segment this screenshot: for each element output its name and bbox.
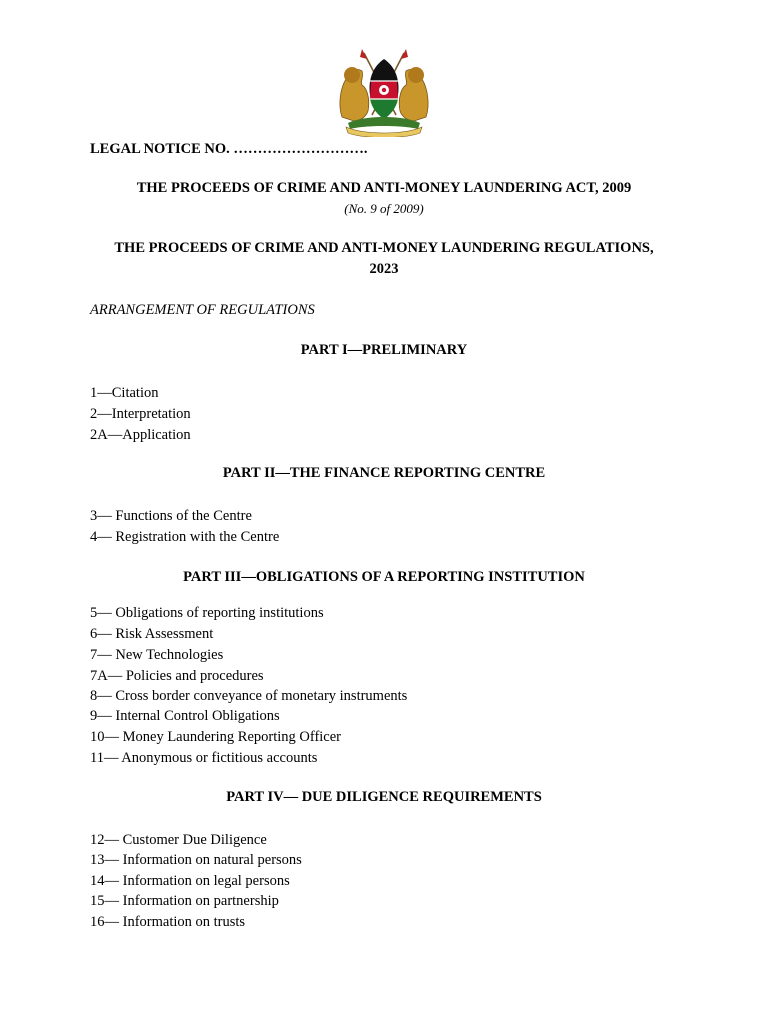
regulation-item: 1—Citation [90,385,159,401]
legal-notice-number: LEGAL NOTICE NO. ………………………. [90,141,368,157]
regulation-item: 7— New Technologies [90,647,224,663]
act-title: THE PROCEEDS OF CRIME AND ANTI-MONEY LAUNDERING ACT, 2009 [136,180,632,196]
regulation-item: 9— Internal Control Obligations [90,708,280,724]
arrangement-heading: ARRANGEMENT OF REGULATIONS [90,302,315,318]
regulation-item: 2A—Application [90,427,191,443]
regulations-title-line1: THE PROCEEDS OF CRIME AND ANTI-MONEY LAUNDERING REGULATIONS, [114,240,654,256]
regulation-item: 12— Customer Due Diligence [90,832,267,848]
regulation-item: 3— Functions of the Centre [90,508,252,524]
regulation-item: 5— Obligations of reporting institutions [90,605,324,621]
regulation-item: 4— Registration with the Centre [90,529,280,545]
regulation-item: 14— Information on legal persons [90,873,290,889]
regulation-item: 2—Interpretation [90,406,191,422]
regulation-item: 15— Information on partnership [90,893,279,909]
part-heading: PART III—OBLIGATIONS OF A REPORTING INSTITUTION [183,569,585,585]
regulation-item: 10— Money Laundering Reporting Officer [90,729,342,745]
part-heading: PART IV— DUE DILIGENCE REQUIREMENTS [226,789,542,805]
coat-of-arms-emblem [334,45,434,137]
regulation-item: 6— Risk Assessment [90,626,214,642]
regulation-item: 13— Information on natural persons [90,852,302,868]
regulation-item: 7A— Policies and procedures [90,668,264,684]
act-number: (No. 9 of 2009) [344,201,424,216]
regulation-item: 16— Information on trusts [90,914,246,930]
regulation-item: 11— Anonymous or fictitious accounts [90,750,318,766]
part-heading: PART I—PRELIMINARY [300,342,468,358]
regulation-item: 8— Cross border conveyance of monetary instruments [90,688,408,704]
regulations-title-line2: 2023 [369,261,399,277]
part-heading: PART II—THE FINANCE REPORTING CENTRE [222,465,546,481]
